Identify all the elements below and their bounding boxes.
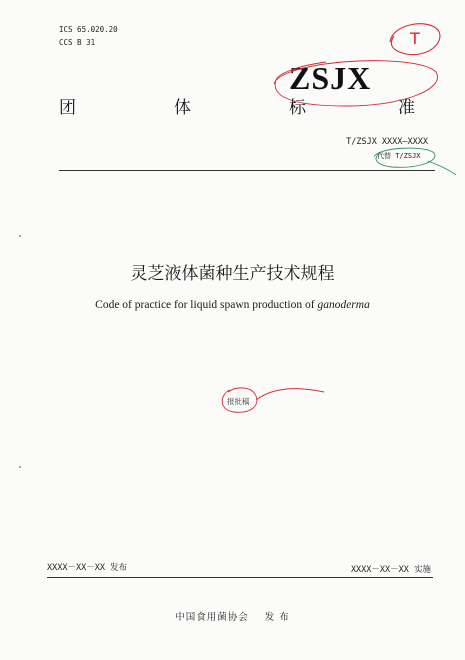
replaces-standard: 代替 T/ZSJX [377,152,421,160]
footer-divider [47,577,433,578]
publisher-line [0,609,465,623]
handwritten-circle-annotation [380,14,450,64]
category-char-2: 体 [174,98,191,118]
scan-dot [19,235,21,237]
publisher-org: 中国食用菌协会 [175,612,249,623]
draft-status: 报批稿 [227,397,250,406]
ccs-code: CCS B 31 [59,38,96,47]
title-en-italic: ganoderma [317,299,370,311]
handwritten-t: T [410,29,420,48]
category-char-4: 准 [398,98,415,118]
title-en-text: Code of practice for liquid spawn production of [95,299,318,311]
scan-dot [19,466,21,468]
organization-logo: ZSJX [289,60,372,96]
implement-date: XXXX－XX－XX 实施 [350,565,431,575]
ics-code: ICS 65.020.20 [59,25,118,34]
publisher-action: 发 布 [264,612,290,623]
document-title-en [0,299,465,311]
header-divider [59,170,435,171]
category-char-1: 团 [59,98,76,118]
document-title-zh: 灵芝液体菌种生产技术规程 [130,264,335,284]
publish-date: XXXX－XX－XX 发布 [47,563,128,573]
category-char-3: 标 [289,98,306,118]
standard-number: T/ZSJX XXXX—XXXX [346,137,428,147]
